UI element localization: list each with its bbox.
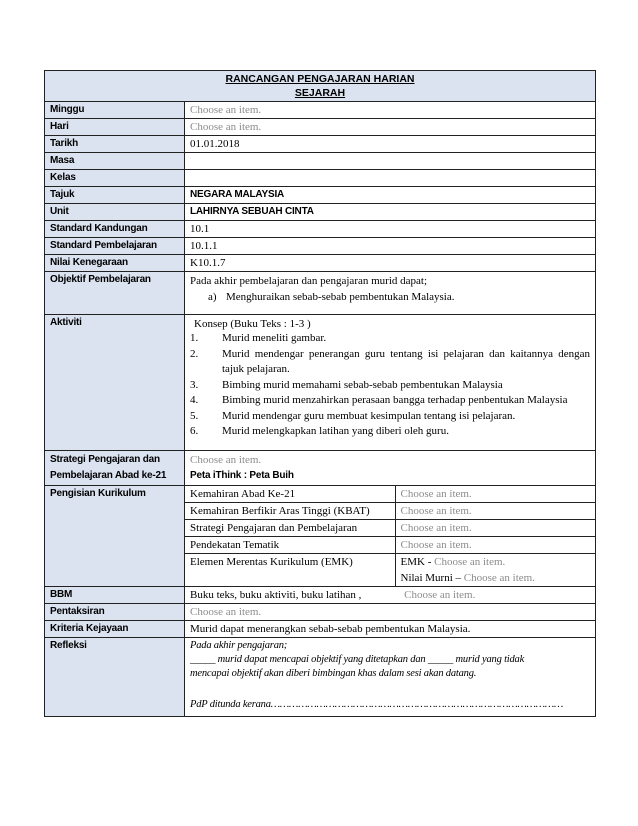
pengisian-label: Pengisian Kurikulum bbox=[45, 485, 185, 586]
pengisian-item-name: Strategi Pengajaran dan Pembelajaran bbox=[185, 519, 395, 536]
pengisian-item-dropdown[interactable]: Choose an item. bbox=[395, 502, 595, 519]
unit-field[interactable]: LAHIRNYA SEBUAH CINTA bbox=[185, 204, 596, 221]
aktiviti-field[interactable] bbox=[185, 315, 596, 451]
emk-prefix: EMK - bbox=[400, 555, 435, 568]
nilai-kenegaraan-field[interactable]: K10.1.7 bbox=[185, 255, 596, 272]
emk-name: Elemen Merentas Kurikulum (EMK) bbox=[190, 555, 353, 568]
strategi-field[interactable] bbox=[185, 450, 596, 485]
standard-pembelajaran-label: Standard Pembelajaran bbox=[45, 238, 185, 255]
title-line-1: RANCANGAN PENGAJARAN HARIAN bbox=[225, 73, 415, 85]
pengisian-item-dropdown[interactable]: Choose an item. bbox=[395, 536, 595, 553]
minggu-label: Minggu bbox=[45, 102, 185, 119]
nilai-murni-prefix: Nilai Murni – bbox=[400, 571, 464, 584]
strategi-label: Strategi Pengajaran dan Pembelajaran Abad ke-21 bbox=[45, 450, 185, 485]
pengisian-item-name: Kemahiran Berfikir Aras Tinggi (KBAT) bbox=[185, 502, 395, 519]
strategi-dropdown[interactable]: Choose an item. bbox=[190, 453, 262, 466]
objektif-item-text: Menghuraikan sebab-sebab pembentukan Malaysia. bbox=[226, 291, 455, 303]
kriteria-label: Kriteria Kejayaan bbox=[45, 620, 185, 637]
bbm-text: Buku teks, buku aktiviti, buku latihan , bbox=[190, 588, 362, 601]
list-item: 2. Murid mendengar penerangan guru tentang isi pelajaran dan kaitannya dengan tajuk pelajaran. bbox=[190, 347, 591, 375]
document-title bbox=[45, 71, 596, 102]
list-item: 6. Murid melengkapkan latihan yang diberi oleh guru. bbox=[190, 425, 449, 437]
tajuk-label: Tajuk bbox=[45, 187, 185, 204]
table-row bbox=[185, 502, 595, 519]
masa-label: Masa bbox=[45, 153, 185, 170]
tajuk-field[interactable]: NEGARA MALAYSIA bbox=[185, 187, 596, 204]
list-item: 5. Murid mendengar guru membuat kesimpulan tentang isi pelajaran. bbox=[190, 409, 516, 422]
objektif-field[interactable] bbox=[185, 272, 596, 315]
objektif-label: Objektif Pembelajaran bbox=[45, 272, 185, 315]
table-row bbox=[185, 536, 595, 553]
list-item: 1. Murid meneliti gambar. bbox=[190, 332, 327, 344]
refleksi-line-2: _____ murid dapat mencapai objektif yang ditetapkan dan _____ murid yang tidak bbox=[190, 653, 525, 665]
table-row bbox=[185, 486, 595, 503]
pentaksiran-dropdown[interactable]: Choose an item. bbox=[185, 603, 596, 620]
objektif-intro: Pada akhir pembelajaran dan pengajaran murid dapat; bbox=[190, 275, 428, 287]
standard-pembelajaran-field[interactable]: 10.1.1 bbox=[185, 238, 596, 255]
refleksi-field[interactable] bbox=[185, 637, 596, 716]
nilai-kenegaraan-label: Nilai Kenegaraan bbox=[45, 255, 185, 272]
list-item: 4. Bimbing murid menzahirkan perasaan bangga terhadap penbentukan Malaysia bbox=[190, 394, 568, 406]
bbm-label: BBM bbox=[45, 586, 185, 603]
ithink-text: Peta iThink : Peta Buih bbox=[190, 469, 294, 481]
pentaksiran-label: Pentaksiran bbox=[45, 603, 185, 620]
kriteria-field[interactable]: Murid dapat menerangkan sebab-sebab pembentukan Malaysia. bbox=[185, 620, 596, 637]
aktiviti-heading: Konsep (Buku Teks : 1-3 ) bbox=[194, 318, 311, 330]
kelas-label: Kelas bbox=[45, 170, 185, 187]
tarikh-label: Tarikh bbox=[45, 136, 185, 153]
bbm-dropdown[interactable]: Choose an item. bbox=[404, 588, 476, 601]
unit-label: Unit bbox=[45, 204, 185, 221]
refleksi-line-1: Pada akhir pengajaran; bbox=[190, 639, 288, 651]
rph-table bbox=[44, 70, 596, 717]
refleksi-label: Refleksi bbox=[45, 637, 185, 716]
pengisian-item-dropdown[interactable]: Choose an item. bbox=[395, 486, 595, 503]
table-row bbox=[185, 553, 595, 586]
pengisian-item-dropdown[interactable]: Choose an item. bbox=[395, 519, 595, 536]
minggu-dropdown[interactable]: Choose an item. bbox=[185, 102, 596, 119]
standard-kandungan-field[interactable]: 10.1 bbox=[185, 221, 596, 238]
pengisian-item-name: Pendekatan Tematik bbox=[185, 536, 395, 553]
masa-field[interactable] bbox=[185, 153, 596, 170]
pengisian-item-name: Kemahiran Abad Ke-21 bbox=[185, 486, 395, 503]
emk-field bbox=[395, 553, 595, 586]
title-line-2: SEJARAH bbox=[294, 87, 346, 99]
hari-label: Hari bbox=[45, 119, 185, 136]
nilai-murni-dropdown[interactable]: Choose an item. bbox=[463, 571, 535, 584]
bbm-field[interactable] bbox=[185, 586, 596, 603]
aktiviti-label: Aktiviti bbox=[45, 315, 185, 451]
refleksi-line-4: PdP ditunda kerana…………………………………………………………………………………… bbox=[190, 698, 564, 710]
aktiviti-list bbox=[190, 331, 590, 440]
kelas-field[interactable] bbox=[185, 170, 596, 187]
standard-kandungan-label: Standard Kandungan bbox=[45, 221, 185, 238]
hari-dropdown[interactable]: Choose an item. bbox=[185, 119, 596, 136]
list-item: 3. Bimbing murid memahami sebab-sebab pembentukan Malaysia bbox=[190, 378, 503, 391]
refleksi-line-3: mencapai objektif akan diberi bimbingan khas dalam sesi akan datang. bbox=[190, 667, 477, 679]
tarikh-field[interactable]: 01.01.2018 bbox=[185, 136, 596, 153]
table-row bbox=[185, 519, 595, 536]
objektif-item-marker: a) bbox=[208, 291, 217, 303]
objektif-item bbox=[190, 289, 590, 305]
emk-dropdown[interactable]: Choose an item. bbox=[434, 555, 506, 568]
pengisian-table bbox=[185, 486, 595, 586]
pengisian-field bbox=[185, 485, 596, 586]
